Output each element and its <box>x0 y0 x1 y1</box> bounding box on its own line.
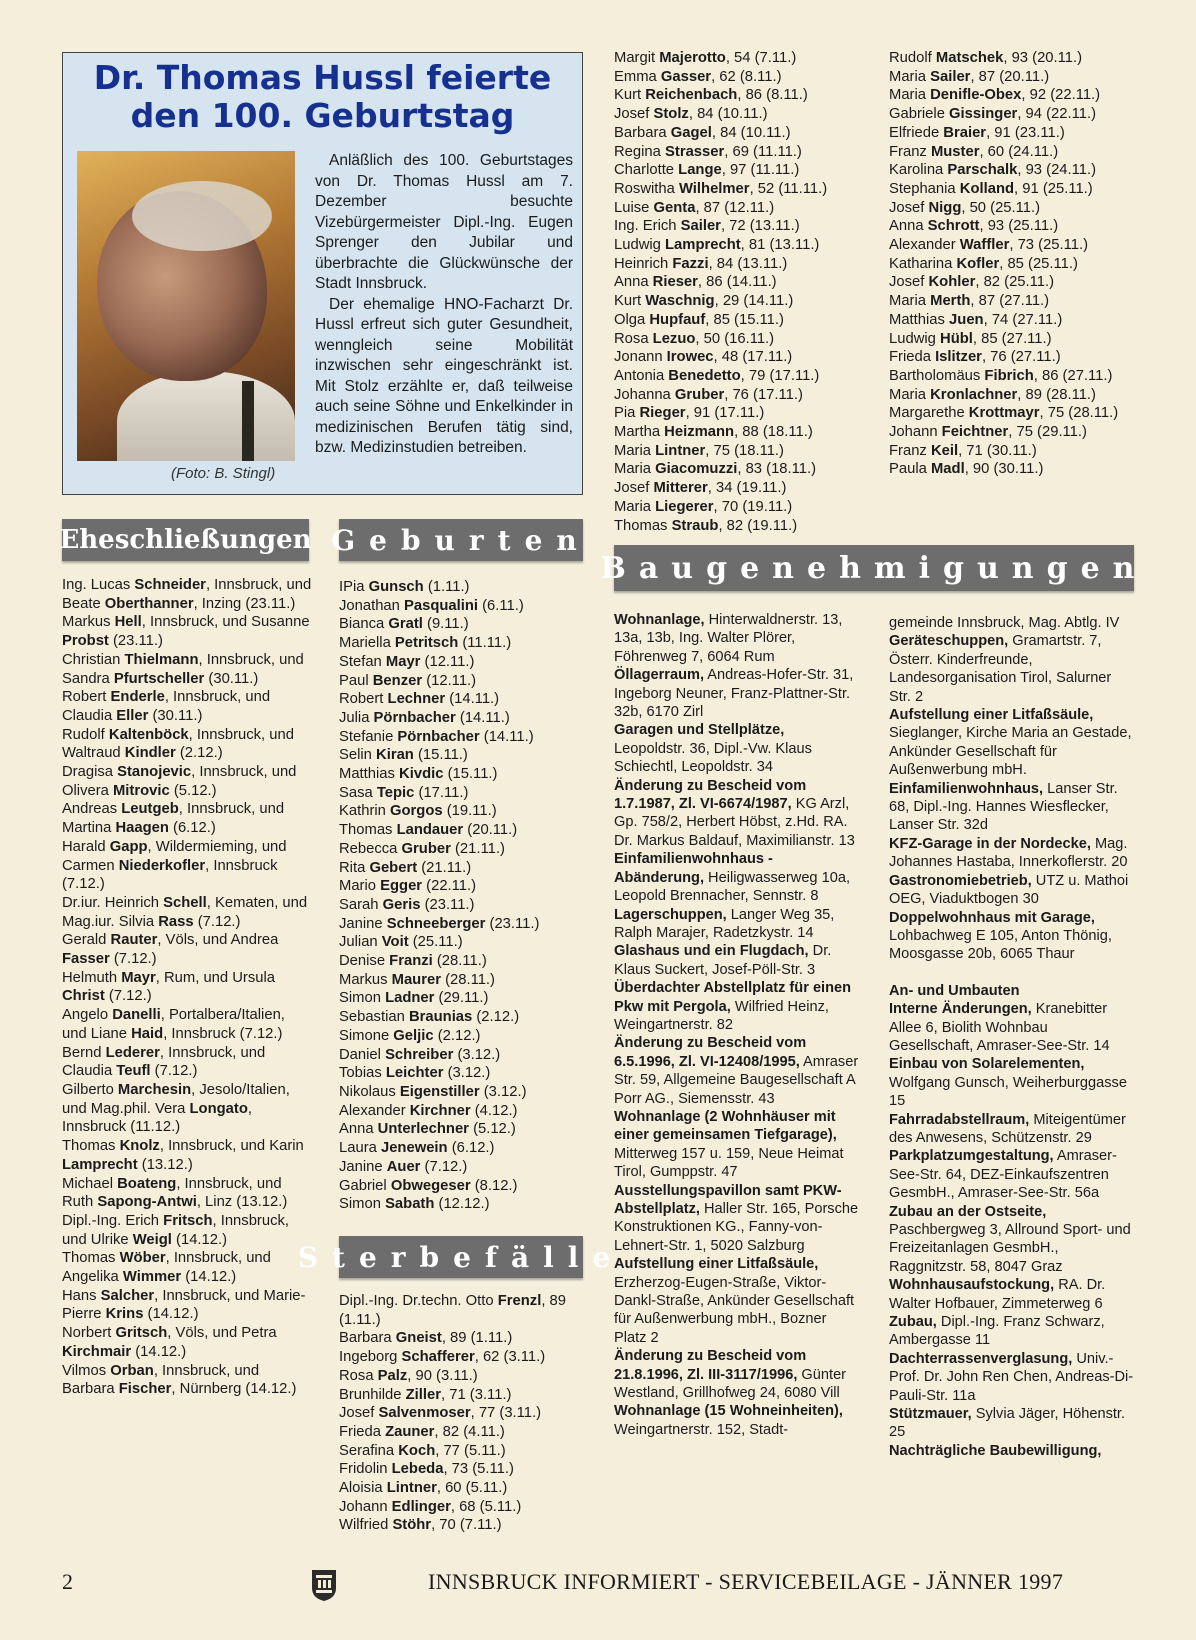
list-item: Christian Thielmann, Innsbruck, und Sandra Pfurtscheller (30.11.) <box>62 651 304 687</box>
list-item: Josef Nigg, 50 (25.11.) <box>889 199 1041 216</box>
list-item: Kathrin Gorgos (19.11.) <box>339 803 497 820</box>
list-sterbefaelle-c <box>889 49 1134 479</box>
list-item: Robert Enderle, Innsbruck, und Claudia Eller (30.11.) <box>62 689 271 724</box>
list-item: Andreas Leutgeb, Innsbruck, und Martina Haagen (6.12.) <box>62 801 285 837</box>
section-header-geburten: Geburten <box>339 519 583 561</box>
list-item: Wohnanlage (15 Wohneinheiten), Weingartnerstr. 152, Stadt- <box>614 1403 843 1438</box>
list-item: Roswitha Wilhelmer, 52 (11.11.) <box>614 180 828 197</box>
list-sterbefaelle-a <box>339 1292 583 1535</box>
umbauten-heading: An- und Umbauten <box>889 982 1020 999</box>
list-item: Bernd Lederer, Innsbruck, und Claudia Teufl (7.12.) <box>62 1044 266 1080</box>
list-item: Garagen und Stellplätze, Leopoldstr. 36, Dipl.-Vw. Klaus Schiechtl, Leopoldstr. 34 <box>614 722 812 776</box>
list-item: Michael Boateng, Innsbruck, und Ruth Sapong-Antwi, Linz (13.12.) <box>62 1175 288 1211</box>
list-item: Thomas Knolz, Innsbruck, und Karin Lamprecht (13.12.) <box>62 1138 304 1173</box>
list-item: Dr.iur. Heinrich Schell, Kematen, und Mag.iur. Silvia Rass (7.12.) <box>62 894 308 930</box>
list-umbauten <box>889 1000 1134 1460</box>
list-item: IPia Gunsch (1.11.) <box>339 579 470 595</box>
list-item: Interne Änderungen, Kranebitter Allee 6, Biolith Wohnbau Gesellschaft, Amraser-See-Str. 14 <box>889 1001 1110 1054</box>
list-item: Margarethe Krottmayr, 75 (28.11.) <box>889 405 1119 422</box>
list-item: Einfamilienwohnhaus, Lanser Str. 68, Dipl.-Ing. Hannes Wiesflecker, Lanser Str. 32d <box>889 780 1118 834</box>
list-item: Ludwig Hübl, 85 (27.11.) <box>889 330 1052 347</box>
list-item: Franz Keil, 71 (30.11.) <box>889 442 1037 459</box>
list-item: Maria Sailer, 87 (20.11.) <box>889 68 1050 85</box>
list-item: Johann Feichtner, 75 (29.11.) <box>889 424 1087 441</box>
list-item: Janine Schneeberger (23.11.) <box>339 915 540 932</box>
list-item: Pia Rieger, 91 (17.11.) <box>614 405 765 422</box>
list-item: Janine Auer (7.12.) <box>339 1158 468 1175</box>
list-item: Sarah Geris (23.11.) <box>339 896 475 913</box>
list-item: Rosa Palz, 90 (3.11.) <box>339 1367 478 1384</box>
feature-paragraph: Anläßlich des 100. Geburtstages von Dr. Thomas Hussl am 7. Dezember besuchte Vizebürgermeister Dipl.-Ing. Eugen Sprenger den Jubilar und überbrachte die Glückwünsche der Stadt Innsbruck. <box>315 152 573 292</box>
list-item: Emma Gasser, 62 (8.11.) <box>614 68 782 85</box>
list-item: Glashaus und ein Flugdach, Dr. Klaus Suckert, Josef-Pöll-Str. 3 <box>614 943 832 978</box>
list-item: Gilberto Marchesin, Jesolo/Italien, und Mag.phil. Vera Longato, Innsbruck (11.12.) <box>62 1081 290 1136</box>
list-item: Franz Muster, 60 (24.11.) <box>889 143 1059 160</box>
list-item: Aufstellung einer Litfaßsäule, Erzherzog-Eugen-Straße, Viktor-Dankl-Straße, Ankünder Gesellschaft für Außenwerbung mbH., Bozner Platz 2 <box>614 1256 855 1346</box>
list-item: Julia Pörnbacher (14.11.) <box>339 709 510 726</box>
list-item: Rebecca Gruber (21.11.) <box>339 840 505 857</box>
list-item: Ausstellungspavillon samt PKW-Abstellplatz, Haller Str. 165, Porsche Konstruktionen KG., Fanny-von-Lehnert-Str. 1, 5020 Salzburg <box>614 1182 859 1254</box>
list-item: Gabriel Obwegeser (8.12.) <box>339 1177 518 1194</box>
list-item: Einbau von Solarelementen, Wolfgang Gunsch, Weiherburggasse 15 <box>889 1056 1127 1110</box>
list-item: Ing. Erich Sailer, 72 (13.11.) <box>614 218 800 235</box>
list-item: Änderung zu Bescheid vom 21.8.1996, Zl. III-3117/1996, Günter Westland, Grillhofweg 24, 6080 Vill <box>614 1348 847 1402</box>
list-baugenehmigungen-b <box>889 614 1134 964</box>
list-item: Stefan Mayr (12.11.) <box>339 653 475 670</box>
list-item: Markus Hell, Innsbruck, und Susanne Probst (23.11.) <box>62 614 310 650</box>
list-item: Anna Unterlechner (5.12.) <box>339 1121 516 1138</box>
list-item: Maria Liegerer, 70 (19.11.) <box>614 498 793 515</box>
list-item: Julian Voit (25.11.) <box>339 934 463 951</box>
feature-title <box>63 59 582 135</box>
list-item: Heinrich Fazzi, 84 (13.11.) <box>614 255 788 272</box>
list-item: Margit Majerotto, 54 (7.11.) <box>614 50 797 66</box>
list-item: Rudolf Matschek, 93 (20.11.) <box>889 50 1083 66</box>
list-eheschliessungen <box>62 576 312 1399</box>
list-item: Änderung zu Bescheid vom 6.5.1996, Zl. VI-12408/1995, Amraser Str. 59, Allgemeine Baugesellschaft A Porr AG., Siemensstr. 43 <box>614 1035 859 1107</box>
feature-box <box>62 52 583 495</box>
baugenehmigungen-col-b <box>889 614 1134 1460</box>
list-item: Parkplatzumgestaltung, Amraser-See-Str. 64, DEZ-Einkaufszentren GesmbH., Amraser-See-Str. 56a <box>889 1148 1117 1202</box>
city-crest-icon <box>310 1568 338 1602</box>
list-item: Zubau, Dipl.-Ing. Franz Schwarz, Ambergasse 11 <box>889 1314 1105 1349</box>
list-item: Ludwig Lamprecht, 81 (13.11.) <box>614 237 820 254</box>
list-item: Kurt Reichenbach, 86 (8.11.) <box>614 87 808 104</box>
list-item: Daniel Schreiber (3.12.) <box>339 1046 501 1063</box>
list-item: Laura Jenewein (6.12.) <box>339 1140 495 1157</box>
list-item: Simone Geljic (2.12.) <box>339 1027 481 1044</box>
list-item: Doppelwohnhaus mit Garage, Lohbachweg E 105, Anton Thönig, Moosgasse 20b, 6065 Thaur <box>889 909 1112 963</box>
list-item: Dipl.-Ing. Erich Fritsch, Innsbruck, und Ulrike Weigl (14.12.) <box>62 1212 289 1248</box>
list-item: Vilmos Orban, Innsbruck, und Barbara Fischer, Nürnberg (14.12.) <box>62 1362 297 1398</box>
feature-title-line2: den 100. Geburtstag <box>130 96 515 135</box>
photo-caption: (Foto: B. Stingl) <box>171 465 276 482</box>
list-item: Anna Schrott, 93 (25.11.) <box>889 218 1059 235</box>
list-item: Alexander Kirchner (4.12.) <box>339 1102 518 1119</box>
list-item: Josef Stolz, 84 (10.11.) <box>614 106 768 123</box>
list-item: Jonathan Pasqualini (6.11.) <box>339 597 524 614</box>
page-number: 2 <box>62 1569 73 1594</box>
list-item: Öllagerraum, Andreas-Hofer-Str. 31, Ingeborg Neuner, Franz-Plattner-Str. 32b, 6170 Zirl <box>614 667 854 721</box>
list-sterbefaelle-b <box>614 49 876 535</box>
list-item: Anna Rieser, 86 (14.11.) <box>614 274 777 291</box>
list-item: Frieda Islitzer, 76 (27.11.) <box>889 349 1061 366</box>
list-item: Aufstellung einer Litfaßsäule, Sieglanger, Kirche Maria an Gestade, Ankünder Gesellschaft für Außenwerbung mbH. <box>889 707 1132 779</box>
list-item: Überdachter Abstellplatz für einen Pkw mit Pergola, Wilfried Heinz, Weingartnerstr. 82 <box>614 980 852 1033</box>
list-item: Robert Lechner (14.11.) <box>339 691 500 708</box>
list-item: Matthias Kivdic (15.11.) <box>339 766 498 783</box>
list-item: Maria Kronlachner, 89 (28.11.) <box>889 386 1096 403</box>
list-item: Gastronomiebetrieb, UTZ u. Mathoi OEG, Viaduktbogen 30 <box>889 872 1129 908</box>
list-item: Fahrradabstellraum, Miteigentümer des Anwesens, Schützenstr. 29 <box>889 1111 1126 1146</box>
list-item: Einfamilienwohnhaus - Abänderung, Heiligwasserweg 10a, Leopold Brennacher, Sennstr. 8 <box>614 851 851 905</box>
list-item: gemeinde Innsbruck, Mag. Abtlg. IV <box>889 615 1120 631</box>
list-item: Bianca Gratl (9.11.) <box>339 616 469 633</box>
list-item: Serafina Koch, 77 (5.11.) <box>339 1442 506 1459</box>
list-item: Rita Gebert (21.11.) <box>339 859 472 876</box>
list-item: Thomas Landauer (20.11.) <box>339 822 518 839</box>
list-item: Maria Giacomuzzi, 83 (18.11.) <box>614 461 817 478</box>
list-item: Mariella Petritsch (11.11.) <box>339 635 512 652</box>
list-item: Fridolin Lebeda, 73 (5.11.) <box>339 1461 514 1478</box>
list-item: Aloisia Lintner, 60 (5.11.) <box>339 1480 508 1497</box>
list-item: Bartholomäus Fibrich, 86 (27.11.) <box>889 367 1113 384</box>
list-item: Josef Kohler, 82 (25.11.) <box>889 274 1055 291</box>
feature-body <box>315 151 573 459</box>
list-item: Simon Sabath (12.12.) <box>339 1196 490 1213</box>
list-baugenehmigungen-a <box>614 611 859 1439</box>
list-item: Maria Merth, 87 (27.11.) <box>889 293 1050 310</box>
list-item: Johann Edlinger, 68 (5.11.) <box>339 1498 522 1515</box>
list-item: Helmuth Mayr, Rum, und Ursula Christ (7.12.) <box>62 969 276 1005</box>
list-item: Ing. Lucas Schneider, Innsbruck, und Beate Oberthanner, Inzing (23.11.) <box>62 577 312 612</box>
list-item: Stützmauer, Sylvia Jäger, Höhenstr. 25 <box>889 1406 1126 1441</box>
list-item: Selin Kiran (15.11.) <box>339 747 468 764</box>
publication-title: INNSBRUCK INFORMIERT - SERVICEBEILAGE - JÄNNER 1997 <box>428 1569 1064 1594</box>
list-item: Sebastian Braunias (2.12.) <box>339 1009 520 1026</box>
section-header-sterbefaelle: Sterbefälle <box>339 1236 583 1278</box>
list-item: Rudolf Kaltenböck, Innsbruck, und Waltraud Kindler (2.12.) <box>62 726 294 762</box>
list-item: Johanna Gruber, 76 (17.11.) <box>614 386 803 403</box>
list-item: Alexander Waffler, 73 (25.11.) <box>889 237 1089 254</box>
list-item: Jonann Irowec, 48 (17.11.) <box>614 349 793 366</box>
list-item: Markus Maurer (28.11.) <box>339 971 495 988</box>
portrait-photo <box>77 151 295 461</box>
list-item: Charlotte Lange, 97 (11.11.) <box>614 162 800 179</box>
list-item: Simon Ladner (29.11.) <box>339 990 489 1007</box>
list-item: Norbert Gritsch, Völs, und Petra Kirchmair (14.12.) <box>62 1325 277 1360</box>
list-item: Mario Egger (22.11.) <box>339 878 477 895</box>
list-item: Katharina Kofler, 85 (25.11.) <box>889 255 1078 272</box>
list-item: Gerald Rauter, Völs, und Andrea Fasser (7.12.) <box>62 932 279 968</box>
list-item: Antonia Benedetto, 79 (17.11.) <box>614 367 820 384</box>
list-item: Paul Benzer (12.11.) <box>339 672 477 689</box>
list-item: Geräteschuppen, Gramartstr. 7, Österr. Kinderfreunde, Landesorganisation Tirol, Salurner Str. 2 <box>889 633 1112 705</box>
list-item: Barbara Gagel, 84 (10.11.) <box>614 124 791 141</box>
list-geburten <box>339 578 583 1214</box>
list-item: Nikolaus Eigenstiller (3.12.) <box>339 1083 527 1100</box>
list-item: Thomas Straub, 82 (19.11.) <box>614 517 798 534</box>
list-item: Tobias Leichter (3.12.) <box>339 1065 491 1082</box>
list-item: Wohnanlage, Hinterwaldnerstr. 13, 13a, 13b, Ing. Walter Plörer, Föhrenweg 7, 6064 Rum <box>614 612 843 665</box>
list-item: Kurt Waschnig, 29 (14.11.) <box>614 293 794 310</box>
list-item: Barbara Gneist, 89 (1.11.) <box>339 1330 513 1347</box>
list-item: Olga Hupfauf, 85 (15.11.) <box>614 311 784 328</box>
list-item: Denise Franzi (28.11.) <box>339 953 487 970</box>
list-item: Thomas Wöber, Innsbruck, und Angelika Wimmer (14.12.) <box>62 1250 271 1286</box>
list-item: Dipl.-Ing. Dr.techn. Otto Frenzl, 89 (1.11.) <box>339 1293 566 1328</box>
list-item: Harald Gapp, Wildermieming, und Carmen Niederkofler, Innsbruck (7.12.) <box>62 838 287 893</box>
list-item: Wohnhausaufstockung, RA. Dr. Walter Hofbauer, Zimmeterweg 6 <box>889 1277 1106 1312</box>
list-item: KFZ-Garage in der Nordecke, Mag. Johannes Hastaba, Innerkoflerstr. 20 <box>889 835 1128 871</box>
list-item: Elfriede Braier, 91 (23.11.) <box>889 124 1065 141</box>
list-item: Paula Madl, 90 (30.11.) <box>889 461 1044 478</box>
list-item: Josef Salvenmoser, 77 (3.11.) <box>339 1405 542 1422</box>
list-item: Matthias Juen, 74 (27.11.) <box>889 311 1063 328</box>
list-item: Rosa Lezuo, 50 (16.11.) <box>614 330 775 347</box>
list-item: Änderung zu Bescheid vom 1.7.1987, Zl. VI-6674/1987, KG Arzl, Gp. 758/2, Herbert Höbst, z.Hd. RA. Dr. Markus Baldauf, Maximilianstr. 13 <box>614 777 855 849</box>
list-item: Nachträgliche Baubewilligung, <box>889 1442 1102 1459</box>
list-item: Dragisa Stanojevic, Innsbruck, und Olivera Mitrovic (5.12.) <box>62 764 297 799</box>
list-item: Martha Heizmann, 88 (18.11.) <box>614 424 813 441</box>
list-item: Maria Lintner, 75 (18.11.) <box>614 442 784 459</box>
list-item: Lagerschuppen, Langer Weg 35, Ralph Marajer, Radetzkystr. 14 <box>614 906 835 941</box>
list-item: Stefanie Pörnbacher (14.11.) <box>339 728 534 745</box>
list-item: Karolina Parschalk, 93 (24.11.) <box>889 162 1097 179</box>
list-item: Angelo Danelli, Portalbera/Italien, und Liane Haid, Innsbruck (7.12.) <box>62 1007 285 1042</box>
list-item: Regina Strasser, 69 (11.11.) <box>614 143 802 160</box>
list-item: Brunhilde Ziller, 71 (3.11.) <box>339 1386 512 1403</box>
list-item: Sasa Tepic (17.11.) <box>339 784 469 801</box>
list-item: Stephania Kolland, 91 (25.11.) <box>889 180 1093 197</box>
list-item: Dachterrassenverglasung, Univ.-Prof. Dr. John Ren Chen, Andreas-Di-Pauli-Str. 11a <box>889 1350 1134 1404</box>
section-header-baugenehmigungen: Baugenehmigungen <box>614 545 1134 591</box>
list-item: Maria Denifle-Obex, 92 (22.11.) <box>889 87 1101 104</box>
list-item: Frieda Zauner, 82 (4.11.) <box>339 1423 505 1440</box>
list-item: Wohnanlage (2 Wohnhäuser mit einer gemeinsamen Tiefgarage), Mitterweg 157 u. 159, Neue Heimat Tirol, Gumppstr. 47 <box>614 1108 844 1181</box>
list-item: Hans Salcher, Innsbruck, und Marie-Pierre Krins (14.12.) <box>62 1287 306 1323</box>
list-item: Luise Genta, 87 (12.11.) <box>614 199 775 216</box>
list-item: Ingeborg Schafferer, 62 (3.11.) <box>339 1349 546 1366</box>
list-item: Josef Mitterer, 34 (19.11.) <box>614 480 787 497</box>
section-header-eheschliessungen: Eheschließungen <box>62 519 309 561</box>
list-item: Gabriele Gissinger, 94 (22.11.) <box>889 106 1097 123</box>
feature-title-line1: Dr. Thomas Hussl feierte <box>93 58 552 97</box>
feature-paragraph: Der ehemalige HNO-Facharzt Dr. Hussl erfreut sich guter Gesundheit, wenngleich seine Mobilität inzwischen sehr eingeschränkt ist. Mit Stolz erzählte er, daß teilweise auch seine Söhne und Enkelkinder in medizinischen Berufen tätig sind, bzw. Medizinstudien betreiben. <box>315 295 573 456</box>
list-item: Wilfried Stöhr, 70 (7.11.) <box>339 1517 502 1534</box>
list-item: Zubau an der Ostseite, Paschbergweg 3, Allround Sport- und Freizeitanlagen GesmbH., Raggnitzstr. 58, 8047 Graz <box>889 1203 1131 1275</box>
